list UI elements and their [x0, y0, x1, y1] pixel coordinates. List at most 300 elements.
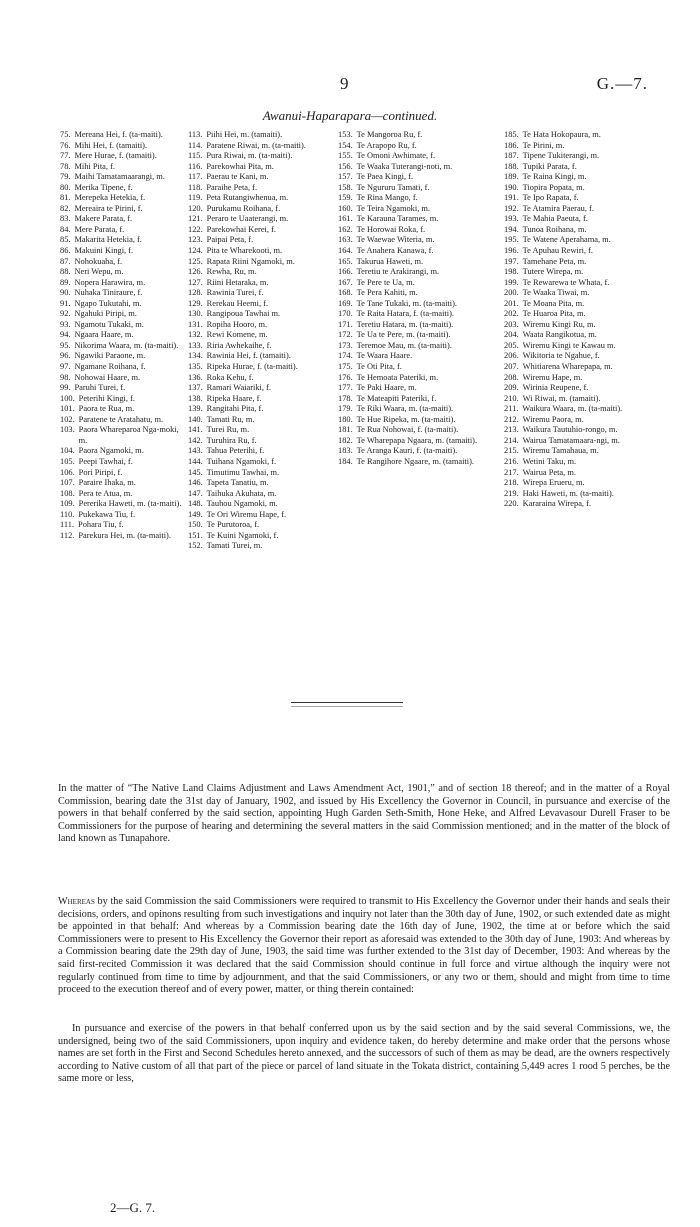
entry-number: 139. [188, 404, 203, 414]
entry-name: Mihi Pita, f. [74, 161, 115, 171]
name-entry [338, 183, 502, 194]
entry-number: 178. [338, 393, 353, 403]
entry-number: 150. [188, 520, 203, 530]
name-entry [338, 267, 502, 278]
entry-name: Te Rua Nohowai, f. (ta-maiti). [356, 425, 459, 435]
entry-number: 193. [504, 214, 519, 224]
name-entry [504, 415, 660, 426]
entry-name: Parekura Hei, m. (ta-maiti). [78, 530, 171, 540]
entry-number: 88. [60, 267, 71, 277]
entry-name: Waikura Tautuhio-rongo, m. [522, 425, 618, 435]
name-entry [188, 141, 336, 152]
entry-number: 202. [504, 309, 519, 319]
entry-name: Rerekau Heemi, f. [206, 298, 269, 308]
determination-paragraph: In pursuance and exercise of the powers in that behalf conferred upon us by the said section and by the said several Commissions, we, the undersigned, being two of the said Commissioners, upon inquiry and evidence taken, do hereby determine and make order that the persons whose names are set forth in the First and Second Schedules hereto annexed, and the successors of such of them as may be dead, are the owners respectively according to Native custom of all that part of the piece or parcel of land situate in the Tokata district, containing 5,449 acres 1 rood 5 perches, be the same more or less, [58, 1023, 670, 1085]
entry-name: Pukekawa Tiu, f. [78, 509, 136, 519]
name-entry [60, 383, 186, 394]
name-entry [504, 478, 660, 489]
entry-name: Te Raina Kingi, m. [522, 172, 587, 182]
entry-name: Te Moana Pita, m. [522, 298, 585, 308]
entry-name: Ngahuki Piripi, m. [74, 309, 137, 319]
entry-number: 107. [60, 478, 75, 488]
name-entry [504, 309, 660, 320]
entry-number: 165. [338, 256, 353, 266]
entry-name: Ngawiki Paraone, m. [74, 351, 146, 361]
name-entry [188, 225, 336, 236]
entry-name: Te Apuhau Rewiri, f. [522, 246, 594, 256]
entry-name: Te Omoni Awhimate, f. [356, 151, 436, 161]
entry-name: Pohara Tiu, f. [78, 520, 124, 530]
entry-name: Nohokuaha, f. [74, 256, 123, 266]
name-entry [60, 362, 186, 373]
name-entry [338, 162, 502, 173]
entry-number: 102. [60, 414, 75, 424]
entry-number: 147. [188, 488, 203, 498]
entry-number: 138. [188, 393, 203, 403]
name-entry [188, 151, 336, 162]
name-entry [504, 235, 660, 246]
name-entry [60, 457, 186, 468]
name-entry [60, 330, 186, 341]
name-entry [188, 162, 336, 173]
entry-number: 129. [188, 298, 203, 308]
name-entry [188, 341, 336, 352]
name-entry [188, 520, 336, 531]
entry-number: 208. [504, 372, 519, 382]
entry-name: Te Pirini, m. [522, 140, 565, 150]
name-entry [338, 214, 502, 225]
entry-name: Wikitoria te Ngahue, f. [522, 351, 600, 361]
entry-name: Te Arapopo Ru, f. [356, 140, 417, 150]
name-entry [60, 141, 186, 152]
name-entry [338, 278, 502, 289]
entry-number: 114. [188, 140, 203, 150]
entry-number: 108. [60, 488, 75, 498]
entry-number: 172. [338, 330, 353, 340]
name-entry [60, 489, 186, 500]
entry-name: Rawinia Turei, f. [206, 288, 264, 298]
entry-number: 106. [60, 467, 75, 477]
whereas-body: by the said Commission the said Commissioners were required to transmit to His Excellency the Governor under their hands and seals their decisions, orders, and opinons resulting from such investigations and inquiry not later than the 30th day of June, 1902, or such extended date as might be appointed in that behalf: And whereas by a Commission bearing date the 16th day of June, 1902, the time at or before which the said Commissioners were to present to His Excellency the Governor their report as aforesaid was extended to the 30th day of June, 1903: And whereas by a Commission bearing date the 29th day of June, 1903, the said time was further extended to the 31st day of December, 1903: And whereas by the said first-recited Commission it was declared that the said Commission should continue in full force and virtue although the inquiry were not regularly continued from time to time by adjournment, and that the said Commissioners, or any two or them, should and might from time to time proceed to the execution thereof and of every power, matter, or thing therein contained: [58, 896, 670, 996]
entry-number: 146. [188, 478, 203, 488]
name-entry [60, 162, 186, 173]
entry-number: 145. [188, 467, 203, 477]
entry-name: Ramari Waiariki, f. [206, 383, 271, 393]
entry-name: Parekowhai Kerei, f. [206, 224, 276, 234]
names-column-3 [338, 130, 502, 468]
entry-name: Te Aranga Kauri, f. (ta-maiti). [356, 446, 458, 456]
entry-number: 185. [504, 130, 519, 139]
name-entry [504, 341, 660, 352]
entry-name: Ripeka Haare, f. [206, 393, 262, 403]
entry-number: 84. [60, 224, 71, 234]
entry-name: Te Mangoroa Ru, f. [356, 130, 423, 139]
entry-name: Takurua Haweti, m. [356, 256, 424, 266]
entry-number: 137. [188, 383, 203, 393]
name-entry [60, 394, 186, 405]
entry-number: 215. [504, 446, 519, 456]
entry-number: 159. [338, 193, 353, 203]
name-entry [338, 299, 502, 310]
name-entry [188, 309, 336, 320]
entry-name: Te Waewae Witeria, m. [356, 235, 435, 245]
name-entry [188, 446, 336, 457]
entry-name: Teremoe Mau, m. (ta-maiti). [356, 340, 452, 350]
entry-number: 170. [338, 309, 353, 319]
entry-name: Te Hata Hokopaura, m. [522, 130, 601, 139]
entry-name: Wetini Taku, m. [522, 456, 577, 466]
entry-number: 213. [504, 425, 519, 435]
signature-mark: 2—G. 7. [110, 1200, 156, 1215]
name-entry [188, 330, 336, 341]
name-entry [188, 193, 336, 204]
entry-number: 128. [188, 288, 203, 298]
name-entry [338, 320, 502, 331]
name-entry [338, 257, 502, 268]
entry-number: 160. [338, 203, 353, 213]
entry-name: Paipai Peta, f. [206, 235, 254, 245]
entry-number: 130. [188, 309, 203, 319]
names-column-4 [504, 130, 660, 510]
entry-name: Timutimu Tawhai, m. [206, 467, 280, 477]
section-title: Awanui-Haparapara—continued. [262, 108, 438, 123]
name-entry [338, 225, 502, 236]
name-entry [60, 499, 186, 510]
entry-name: Pura Riwai, m. (ta-maiti). [206, 151, 293, 161]
entry-number: 83. [60, 214, 71, 224]
entry-name: Wirepa Erueru, m. [522, 478, 585, 488]
entry-name: Teretiu te Arakirangi, m. [356, 267, 440, 277]
entry-name: Rewi Komene, m. [206, 330, 268, 340]
name-entry [504, 468, 660, 479]
name-entry [60, 309, 186, 320]
entry-name: Waikura Waara, m. (ta-maiti). [522, 404, 623, 414]
name-entry [188, 257, 336, 268]
entry-name: Wi Riwai, m. (tamaiti). [522, 393, 601, 403]
entry-number: 119. [188, 193, 203, 203]
entry-name: Te Anahera Kanawa, f. [356, 246, 434, 256]
entry-name: Nuhaka Tiniraure, f. [74, 288, 143, 298]
entry-number: 154. [338, 140, 353, 150]
entry-name: Te Ngururu Tamati, f. [356, 182, 430, 192]
name-entry [188, 204, 336, 215]
entry-number: 136. [188, 372, 203, 382]
entry-name: Wiremu Hape, m. [522, 372, 583, 382]
entry-name: Paruhi Turei, f. [74, 383, 126, 393]
entry-number: 126. [188, 267, 203, 277]
name-entry [60, 214, 186, 225]
entry-number: 118. [188, 182, 203, 192]
entry-number: 112. [60, 530, 75, 540]
entry-name: Paora Whareparoa Nga-moki, m. [78, 425, 179, 445]
entry-name: Tahua Peterihi, f. [206, 446, 265, 456]
entry-number: 89. [60, 277, 71, 287]
name-entry [504, 446, 660, 457]
entry-name: Tapeta Tanatiu, m. [206, 478, 269, 488]
entry-number: 158. [338, 182, 353, 192]
name-entry [60, 320, 186, 331]
name-entry [188, 183, 336, 194]
entry-name: Te Rina Mango, f. [356, 193, 418, 203]
entry-name: Piihi Hei, m. (tamaiti). [206, 130, 283, 139]
entry-name: Te Rangihore Ngaare, m. (tamaiti). [356, 456, 474, 466]
entry-name: Te Purutoroa, f. [206, 520, 260, 530]
entry-number: 171. [338, 319, 353, 329]
entry-name: Haki Haweti, m. (ta-maiti). [522, 488, 614, 498]
entry-name: Paora Ngamoki, m. [78, 446, 144, 456]
entry-name: Ngapo Tukutahi, m. [74, 298, 142, 308]
name-entry [504, 436, 660, 447]
entry-name: Teretiu Hatara, m. (ta-maiti). [356, 319, 454, 329]
name-entry [338, 446, 502, 457]
entry-number: 77. [60, 151, 71, 161]
entry-number: 101. [60, 404, 75, 414]
name-entry [60, 446, 186, 457]
entry-name: Tipene Tukiterangi, m. [522, 151, 600, 161]
name-entry [504, 130, 660, 141]
document-reference: G.—7. [596, 74, 648, 93]
entry-name: Paora te Rua, m. [78, 404, 135, 414]
name-entry [338, 330, 502, 341]
name-entry [504, 320, 660, 331]
entry-number: 87. [60, 256, 71, 266]
entry-name: Te Tane Tukaki, m. (ta-maiti). [356, 298, 457, 308]
name-entry [338, 204, 502, 215]
entry-number: 94. [60, 330, 71, 340]
entry-name: Te Kuini Ngamoki, f. [206, 530, 279, 540]
name-entry [504, 246, 660, 257]
entry-name: Te Rewarewa te Whata, f. [522, 277, 610, 287]
name-entry [188, 267, 336, 278]
entry-name: Te Oti Pita, f. [356, 362, 402, 372]
entry-number: 174. [338, 351, 353, 361]
entry-number: 156. [338, 161, 353, 171]
name-entry [188, 235, 336, 246]
entry-name: Te Waara Haare. [356, 351, 413, 361]
entry-name: Te Paki Haare, m. [356, 383, 417, 393]
entry-number: 80. [60, 182, 71, 192]
entry-number: 85. [60, 235, 71, 245]
entry-name: Tuihana Ngamoki, f. [206, 456, 277, 466]
entry-number: 110. [60, 509, 75, 519]
entry-number: 209. [504, 383, 519, 393]
entry-name: Tamehane Peta, m. [522, 256, 587, 266]
entry-name: Wairua Peta, m. [522, 467, 576, 477]
name-entry [188, 425, 336, 436]
entry-name: Paraire Ihaka, m. [78, 478, 136, 488]
name-entry [188, 299, 336, 310]
entry-number: 131. [188, 319, 203, 329]
entry-number: 122. [188, 224, 203, 234]
name-entry [338, 246, 502, 257]
name-entry [60, 183, 186, 194]
entry-number: 123. [188, 235, 203, 245]
entry-name: Merika Tipene, f. [74, 182, 133, 192]
entry-number: 140. [188, 414, 203, 424]
name-entry [338, 130, 502, 141]
name-entry [504, 193, 660, 204]
separator-rule-shadow [291, 706, 403, 707]
name-entry [504, 183, 660, 194]
entry-name: Mere Hurae, f. (tamaiti). [74, 151, 157, 161]
entry-number: 125. [188, 256, 203, 266]
name-entry [504, 141, 660, 152]
name-entry [188, 172, 336, 183]
entry-name: Nopera Harawira, m. [74, 277, 146, 287]
entry-number: 141. [188, 425, 203, 435]
name-entry [504, 489, 660, 500]
entry-number: 79. [60, 172, 71, 182]
entry-name: Parekowhai Pita, m. [206, 161, 274, 171]
name-entry [60, 415, 186, 426]
entry-name: Waata Rangikotua, m. [522, 330, 597, 340]
entry-name: Te Mateapiti Pateriki, f. [356, 393, 437, 403]
entry-name: Te Huaroa Pita, m. [522, 309, 586, 319]
entry-name: Rangipoua Tawhai m. [206, 309, 281, 319]
name-entry [188, 531, 336, 542]
entry-number: 148. [188, 499, 203, 509]
entry-number: 86. [60, 246, 71, 256]
entry-number: 186. [504, 140, 519, 150]
name-entry [60, 341, 186, 352]
entry-name: Te Paea Kingi, f. [356, 172, 414, 182]
name-entry [188, 478, 336, 489]
name-entry [338, 351, 502, 362]
name-entry [188, 510, 336, 521]
entry-number: 152. [188, 541, 203, 551]
entry-number: 191. [504, 193, 519, 203]
entry-name: Te Hue Ripeka, m. (ta-maiti). [356, 414, 456, 424]
name-entry [188, 499, 336, 510]
name-entry [188, 541, 336, 552]
entry-number: 99. [60, 383, 71, 393]
name-entry [60, 404, 186, 415]
name-entry [504, 204, 660, 215]
name-entry [60, 425, 186, 446]
entry-number: 217. [504, 467, 519, 477]
entry-number: 194. [504, 224, 519, 234]
entry-number: 218. [504, 478, 519, 488]
entry-name: Merepeka Hetekia, f. [74, 193, 146, 203]
entry-name: Roka Kehu, f. [206, 372, 254, 382]
name-entry [338, 141, 502, 152]
name-entry [60, 257, 186, 268]
entry-name: Wiremu Paora, m. [522, 414, 584, 424]
entry-name: Paratene Riwai, m. (ta-maiti). [206, 140, 306, 150]
entry-number: 135. [188, 362, 203, 372]
entry-name: Te Horowai Roka, f. [356, 224, 426, 234]
name-entry [60, 478, 186, 489]
name-entry [504, 172, 660, 183]
entry-name: Tauhou Ngamoki, m. [206, 499, 278, 509]
entry-number: 184. [338, 456, 353, 466]
name-entry [338, 172, 502, 183]
entry-number: 115. [188, 151, 203, 161]
name-entry [188, 130, 336, 141]
name-entry [338, 457, 502, 468]
entry-number: 90. [60, 288, 71, 298]
entry-name: Wiremu Kingi Ru, m. [522, 319, 596, 329]
name-entry [504, 330, 660, 341]
name-entry [188, 415, 336, 426]
entry-number: 105. [60, 456, 75, 466]
name-entry [60, 278, 186, 289]
entry-number: 151. [188, 530, 203, 540]
entry-number: 192. [504, 203, 519, 213]
entry-name: Te Ua te Pere, m. (ta-maiti). [356, 330, 451, 340]
entry-name: Te Pere te Ua, m. [356, 277, 415, 287]
name-entry [338, 436, 502, 447]
entry-number: 195. [504, 235, 519, 245]
entry-number: 210. [504, 393, 519, 403]
name-entry [338, 151, 502, 162]
entry-number: 205. [504, 340, 519, 350]
entry-number: 93. [60, 319, 71, 329]
name-entry [188, 457, 336, 468]
entry-name: Te Pera Kahiti, m. [356, 288, 418, 298]
entry-number: 189. [504, 172, 519, 182]
entry-name: Pita te Wharekooti, m. [206, 246, 283, 256]
entry-number: 188. [504, 161, 519, 171]
entry-name: Te Watene Aperahama, m. [522, 235, 611, 245]
entry-name: Te Ipo Rapata, f. [522, 193, 579, 203]
name-entry [188, 362, 336, 373]
name-entry [504, 214, 660, 225]
entry-number: 142. [188, 435, 203, 445]
entry-name: Tupiki Parata, f. [522, 161, 577, 171]
name-entry [188, 404, 336, 415]
entry-name: Te Teira Ngamoki, m. [356, 203, 430, 213]
entry-name: Peta Rutangiwhenua, m. [206, 193, 289, 203]
entry-number: 183. [338, 446, 353, 456]
entry-name: Rapata Riini Ngamoki, m. [206, 256, 295, 266]
entry-name: Te Karauna Tarames, m. [356, 214, 439, 224]
entry-name: Te Ori Wiremu Hape, f. [206, 509, 287, 519]
entry-number: 164. [338, 246, 353, 256]
entry-number: 197. [504, 256, 519, 266]
entry-name: Turei Ru, m. [206, 425, 250, 435]
entry-number: 96. [60, 351, 71, 361]
name-entry [504, 151, 660, 162]
entry-name: Te Wharepapa Ngaara, m. (tamaiti). [356, 435, 478, 445]
name-entry [338, 394, 502, 405]
entry-name: Ripeka Hurae, f. (ta-maiti). [206, 362, 298, 372]
preamble-paragraph: In the matter of “The Native Land Claims Adjustment and Laws Amendment Act, 1901,” and of section 18 thereof; and in the matter of a Royal Commission, bearing date the 31st day of January, 1902, and issued by His Excellency the Governor in Council, in pursuance and exercise of the powers in that behalf conferred by the said section, appointing Hugh Garden Seth-Smith, Hone Heke, and Alfred Levavasour Durell Fraser to be Commissioners for the purpose of hearing and determining the several matters in the said Commission mentioned; and in the matter of the block of land known as Tunapahore. [58, 783, 670, 845]
name-entry [60, 193, 186, 204]
entry-number: 173. [338, 340, 353, 350]
name-entry [188, 489, 336, 500]
entry-name: Tutere Wirepa, m. [522, 267, 584, 277]
entry-number: 143. [188, 446, 203, 456]
name-entry [504, 373, 660, 384]
entry-number: 75. [60, 130, 71, 139]
page-number: 9 [340, 74, 349, 93]
entry-number: 92. [60, 309, 71, 319]
entry-number: 121. [188, 214, 203, 224]
entry-number: 127. [188, 277, 203, 287]
entry-number: 104. [60, 446, 75, 456]
name-entry [188, 436, 336, 447]
entry-number: 167. [338, 277, 353, 287]
entry-name: Riini Hetaraka, m. [206, 277, 269, 287]
entry-name: Nohowai Haare, m. [74, 372, 141, 382]
names-column-2 [188, 130, 336, 552]
entry-name: Pererika Haweti, m. (ta-maiti). [78, 499, 182, 509]
entry-number: 117. [188, 172, 203, 182]
entry-name: Wiremu Tamahaua, m. [522, 446, 599, 456]
entry-number: 190. [504, 182, 519, 192]
name-entry [338, 193, 502, 204]
